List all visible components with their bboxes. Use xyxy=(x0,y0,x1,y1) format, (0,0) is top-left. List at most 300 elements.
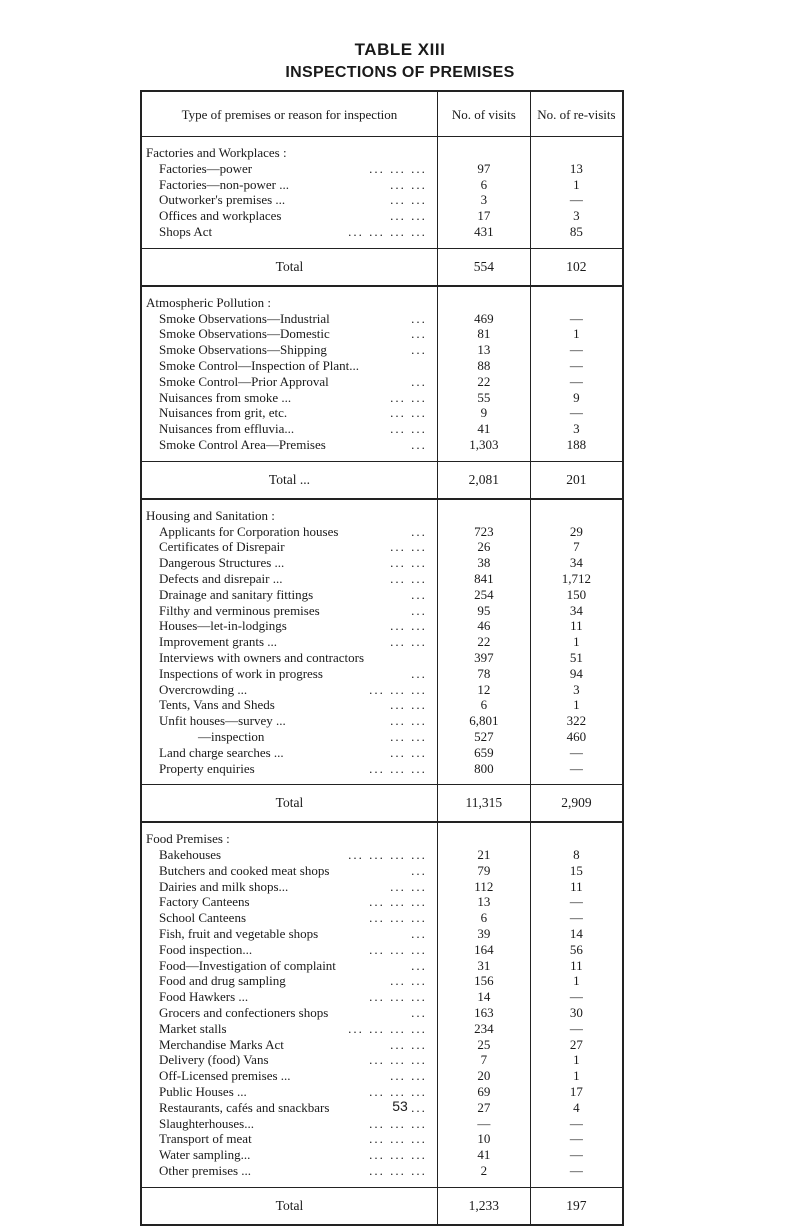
row-leader-dots: ... ... xyxy=(390,618,427,634)
row-leader-dots: ... ... xyxy=(390,389,427,405)
row-leader-dots: ... xyxy=(411,523,427,539)
table-row xyxy=(141,571,623,587)
row-label-cell xyxy=(141,894,437,910)
row-revisits: 9 xyxy=(573,389,580,405)
row-revisits: 150 xyxy=(566,586,587,602)
table-row xyxy=(141,437,623,453)
row-visits: 12 xyxy=(437,682,530,698)
row-label: Restaurants, cafés and snackbars xyxy=(159,1099,330,1115)
row-leader-dots: ... ... ... xyxy=(369,1147,427,1163)
total-visits: 2,081 xyxy=(437,461,530,499)
row-label: Dangerous Structures ... xyxy=(159,555,285,571)
row-label: Market stalls xyxy=(159,1020,227,1036)
row-revisits: 8 xyxy=(573,847,580,863)
row-visits: 79 xyxy=(437,863,530,879)
row-visits: 14 xyxy=(437,989,530,1005)
row-leader-dots: ... ... ... xyxy=(369,1084,427,1100)
row-visits: 254 xyxy=(437,587,530,603)
table-row xyxy=(141,1005,623,1021)
row-visits: 7 xyxy=(437,1052,530,1068)
row-label: Food and drug sampling xyxy=(159,973,286,989)
row-visits: 88 xyxy=(437,358,530,374)
table-row xyxy=(141,326,623,342)
row-visits: 26 xyxy=(437,539,530,555)
row-label-cell xyxy=(141,618,437,634)
row-label-cell xyxy=(141,192,437,208)
row-revisits: 188 xyxy=(566,436,587,452)
row-visits: 156 xyxy=(437,973,530,989)
total-revisits: 201 xyxy=(530,461,623,499)
row-revisits: 7 xyxy=(573,539,580,555)
row-revisits: 1 xyxy=(573,634,580,650)
table-row xyxy=(141,847,623,863)
row-revisits: 29 xyxy=(569,523,583,539)
section-heading: Food Premises : xyxy=(141,822,437,847)
empty-cell xyxy=(530,822,623,847)
row-revisits: — xyxy=(569,1131,583,1147)
row-leader-dots: ... ... xyxy=(390,634,427,650)
row-label-cell xyxy=(141,761,437,777)
row-visits: 78 xyxy=(437,666,530,682)
total-visits: 554 xyxy=(437,248,530,286)
table-row xyxy=(141,894,623,910)
table-row xyxy=(141,1021,623,1037)
row-revisits: 34 xyxy=(569,602,583,618)
table-row xyxy=(141,1052,623,1068)
row-revisits: — xyxy=(569,1147,583,1163)
empty-cell xyxy=(437,240,530,249)
row-visits: 6 xyxy=(437,177,530,193)
row-label-cell xyxy=(141,1163,437,1179)
row-leader-dots: ... xyxy=(411,326,427,342)
row-label: School Canteens xyxy=(159,910,247,926)
row-leader-dots: ... ... ... xyxy=(369,1131,427,1147)
row-revisits: — xyxy=(569,894,583,910)
row-visits: 3 xyxy=(437,192,530,208)
row-label: Defects and disrepair ... xyxy=(159,570,283,586)
row-label: Smoke Control—Inspection of Plant... xyxy=(159,357,360,373)
row-label-cell xyxy=(141,682,437,698)
row-label: Smoke Observations—Industrial xyxy=(159,310,330,326)
row-visits: 41 xyxy=(437,421,530,437)
row-visits: 234 xyxy=(437,1021,530,1037)
row-label: Interviews with owners and contractors xyxy=(159,649,365,665)
row-label: Transport of meat xyxy=(159,1131,252,1147)
table-row xyxy=(141,1163,623,1179)
row-revisits: — xyxy=(569,1020,583,1036)
row-revisits: — xyxy=(569,989,583,1005)
row-label-cell xyxy=(141,555,437,571)
row-visits: 469 xyxy=(437,311,530,327)
section-heading: Atmospheric Pollution : xyxy=(141,286,437,311)
table-row xyxy=(141,697,623,713)
table-row xyxy=(141,973,623,989)
row-visits: 2 xyxy=(437,1163,530,1179)
row-label-cell xyxy=(141,1052,437,1068)
row-visits: 69 xyxy=(437,1084,530,1100)
row-revisits: 30 xyxy=(569,1005,583,1021)
table-row xyxy=(141,390,623,406)
row-leader-dots: ... ... xyxy=(390,405,427,421)
row-label-cell xyxy=(141,666,437,682)
row-label: Public Houses ... xyxy=(159,1084,247,1100)
table-row xyxy=(141,650,623,666)
row-leader-dots: ... ... xyxy=(390,728,427,744)
spacer-row xyxy=(141,776,623,785)
row-leader-dots: ... ... ... ... xyxy=(348,847,427,863)
table-row xyxy=(141,224,623,240)
row-visits: 13 xyxy=(437,894,530,910)
row-visits: 659 xyxy=(437,745,530,761)
row-revisits: — xyxy=(569,744,583,760)
row-label-cell xyxy=(141,358,437,374)
empty-cell xyxy=(141,240,437,249)
table-row xyxy=(141,745,623,761)
row-revisits: 1 xyxy=(573,1052,580,1068)
table-row xyxy=(141,761,623,777)
row-visits: 841 xyxy=(437,571,530,587)
total-visits: 1,233 xyxy=(437,1187,530,1225)
empty-cell xyxy=(530,240,623,249)
row-label: Smoke Control—Prior Approval xyxy=(159,373,329,389)
row-label-cell xyxy=(141,224,437,240)
row-label: Nuisances from grit, etc. xyxy=(159,405,288,421)
table-row xyxy=(141,524,623,540)
row-leader-dots: ... ... ... ... xyxy=(348,1020,427,1036)
row-visits: 22 xyxy=(437,634,530,650)
row-label-cell xyxy=(141,342,437,358)
table-row xyxy=(141,666,623,682)
row-leader-dots: ... xyxy=(411,373,427,389)
section-heading-row xyxy=(141,822,623,847)
row-leader-dots: ... ... xyxy=(390,555,427,571)
empty-cell xyxy=(437,1179,530,1188)
row-label: Water sampling... xyxy=(159,1147,251,1163)
row-label: Inspections of work in progress xyxy=(159,665,323,681)
row-label: Grocers and confectioners shops xyxy=(159,1005,329,1021)
row-revisits: 1 xyxy=(573,697,580,713)
row-visits: 17 xyxy=(437,208,530,224)
total-revisits: 197 xyxy=(530,1187,623,1225)
header-visits: No. of visits xyxy=(437,91,530,137)
row-revisits: 15 xyxy=(569,862,583,878)
row-label: —inspection xyxy=(159,728,265,744)
table-row xyxy=(141,910,623,926)
table-row xyxy=(141,208,623,224)
section-heading-row xyxy=(141,137,623,161)
row-label-cell xyxy=(141,326,437,342)
row-revisits: 94 xyxy=(569,665,583,681)
row-label: Unfit houses—survey ... xyxy=(159,713,286,729)
row-label-cell xyxy=(141,571,437,587)
total-label: Total xyxy=(141,248,437,286)
empty-cell xyxy=(141,776,437,785)
row-leader-dots: ... ... ... xyxy=(369,1115,427,1131)
empty-cell xyxy=(530,453,623,462)
row-leader-dots: ... ... xyxy=(390,713,427,729)
row-revisits: — xyxy=(569,357,583,373)
table-row xyxy=(141,634,623,650)
row-label-cell xyxy=(141,1131,437,1147)
table-row xyxy=(141,926,623,942)
total-visits: 11,315 xyxy=(437,785,530,823)
row-visits: 31 xyxy=(437,958,530,974)
row-label-cell xyxy=(141,587,437,603)
row-label-cell xyxy=(141,1068,437,1084)
row-label: Food—Investigation of complaint xyxy=(159,957,336,973)
row-revisits: 13 xyxy=(569,160,583,176)
spacer-row xyxy=(141,453,623,462)
empty-cell xyxy=(437,499,530,524)
total-label: Total xyxy=(141,1187,437,1225)
row-label: Other premises ... xyxy=(159,1163,252,1179)
row-visits: 164 xyxy=(437,942,530,958)
row-revisits: — xyxy=(569,910,583,926)
header-revisits: No. of re-visits xyxy=(530,91,623,137)
row-revisits: 17 xyxy=(569,1084,583,1100)
row-revisits: 1 xyxy=(573,176,580,192)
row-visits: 55 xyxy=(437,390,530,406)
row-label: Smoke Control Area—Premises xyxy=(159,436,326,452)
row-leader-dots: ... xyxy=(411,1005,427,1021)
row-leader-dots: ... xyxy=(411,436,427,452)
row-label-cell xyxy=(141,437,437,453)
empty-cell xyxy=(437,776,530,785)
row-label-cell xyxy=(141,1005,437,1021)
row-visits: 25 xyxy=(437,1037,530,1053)
row-visits: 112 xyxy=(437,879,530,895)
row-label-cell xyxy=(141,1021,437,1037)
table-row xyxy=(141,942,623,958)
table-row xyxy=(141,192,623,208)
table-row xyxy=(141,587,623,603)
row-label: Certificates of Disrepair xyxy=(159,539,285,555)
row-leader-dots: ... ... xyxy=(390,744,427,760)
row-revisits: 1 xyxy=(573,973,580,989)
table-row xyxy=(141,1147,623,1163)
row-label: Smoke Observations—Domestic xyxy=(159,326,330,342)
row-leader-dots: ... ... ... xyxy=(369,910,427,926)
empty-cell xyxy=(141,453,437,462)
row-visits: 800 xyxy=(437,761,530,777)
row-label-cell xyxy=(141,374,437,390)
row-visits: 97 xyxy=(437,161,530,177)
table-body xyxy=(141,137,623,1225)
table-row xyxy=(141,161,623,177)
row-revisits: 51 xyxy=(569,649,583,665)
row-label: Factory Canteens xyxy=(159,894,250,910)
row-leader-dots: ... xyxy=(411,1099,427,1115)
row-label-cell xyxy=(141,879,437,895)
row-revisits: 4 xyxy=(573,1099,580,1115)
row-label: Nuisances from effluvia... xyxy=(159,421,295,437)
row-visits: 431 xyxy=(437,224,530,240)
row-label-cell xyxy=(141,539,437,555)
row-leader-dots: ... xyxy=(411,602,427,618)
row-label-cell xyxy=(141,161,437,177)
total-revisits: 102 xyxy=(530,248,623,286)
row-leader-dots: ... ... ... xyxy=(369,760,427,776)
spacer-row xyxy=(141,1179,623,1188)
row-label: Filthy and verminous premises xyxy=(159,602,320,618)
row-visits: 723 xyxy=(437,524,530,540)
row-label: Nuisances from smoke ... xyxy=(159,389,292,405)
table-row xyxy=(141,555,623,571)
row-leader-dots: ... ... ... ... xyxy=(348,223,427,239)
row-leader-dots: ... ... xyxy=(390,1036,427,1052)
row-revisits: 460 xyxy=(566,728,587,744)
row-leader-dots: ... ... ... xyxy=(369,941,427,957)
row-revisits: — xyxy=(569,1163,583,1179)
table-row xyxy=(141,603,623,619)
table-row xyxy=(141,1116,623,1132)
row-label: Slaughterhouses... xyxy=(159,1115,254,1131)
row-leader-dots: ... ... xyxy=(390,570,427,586)
row-leader-dots: ... ... xyxy=(390,1068,427,1084)
row-label: Overcrowding ... xyxy=(159,681,248,697)
row-visits: 527 xyxy=(437,729,530,745)
row-label: Tents, Vans and Sheds xyxy=(159,697,275,713)
table-row xyxy=(141,989,623,1005)
table-row xyxy=(141,713,623,729)
empty-cell xyxy=(530,499,623,524)
row-leader-dots: ... xyxy=(411,862,427,878)
row-label-cell xyxy=(141,311,437,327)
row-visits: 20 xyxy=(437,1068,530,1084)
row-leader-dots: ... ... xyxy=(390,973,427,989)
row-label-cell xyxy=(141,1116,437,1132)
row-revisits: 1,712 xyxy=(561,570,591,586)
row-label: Delivery (food) Vans xyxy=(159,1052,269,1068)
row-revisits: 11 xyxy=(570,618,583,634)
table-row xyxy=(141,539,623,555)
row-label-cell xyxy=(141,1147,437,1163)
row-revisits: 56 xyxy=(569,941,583,957)
row-visits: 22 xyxy=(437,374,530,390)
table-row xyxy=(141,311,623,327)
table-row xyxy=(141,682,623,698)
row-label-cell xyxy=(141,863,437,879)
total-row xyxy=(141,461,623,499)
table-subtitle: INSPECTIONS OF PREMISES xyxy=(285,64,515,81)
row-label: Smoke Observations—Shipping xyxy=(159,342,327,358)
row-revisits: — xyxy=(569,192,583,208)
row-label: Offices and workplaces xyxy=(159,208,282,224)
row-label-cell xyxy=(141,603,437,619)
row-label-cell xyxy=(141,713,437,729)
table-title: TABLE XIII xyxy=(354,40,446,59)
section-heading: Housing and Sanitation : xyxy=(141,499,437,524)
row-label: Outworker's premises ... xyxy=(159,192,286,208)
row-label: Dairies and milk shops... xyxy=(159,878,289,894)
table-row xyxy=(141,729,623,745)
row-label-cell xyxy=(141,926,437,942)
row-revisits: 11 xyxy=(570,878,583,894)
row-label: Drainage and sanitary fittings xyxy=(159,586,314,602)
table-row xyxy=(141,421,623,437)
row-revisits: — xyxy=(569,373,583,389)
row-label-cell xyxy=(141,989,437,1005)
row-label-cell xyxy=(141,910,437,926)
row-label-cell xyxy=(141,745,437,761)
row-label-cell xyxy=(141,421,437,437)
row-label-cell xyxy=(141,405,437,421)
section-heading-row xyxy=(141,286,623,311)
row-visits: 95 xyxy=(437,603,530,619)
row-leader-dots: ... ... ... xyxy=(369,894,427,910)
row-leader-dots: ... ... xyxy=(390,208,427,224)
page-number: 53 xyxy=(392,1098,408,1114)
row-visits: 41 xyxy=(437,1147,530,1163)
row-revisits: 27 xyxy=(569,1036,583,1052)
row-revisits: 3 xyxy=(573,208,580,224)
row-label-cell xyxy=(141,847,437,863)
section-heading-row xyxy=(141,499,623,524)
row-visits: 6,801 xyxy=(437,713,530,729)
row-revisits: — xyxy=(569,310,583,326)
row-label-cell xyxy=(141,958,437,974)
row-leader-dots: ... xyxy=(411,586,427,602)
row-label-cell xyxy=(141,942,437,958)
empty-cell xyxy=(530,286,623,311)
table-row xyxy=(141,618,623,634)
empty-cell xyxy=(141,1179,437,1188)
section-heading: Factories and Workplaces : xyxy=(141,137,437,161)
row-leader-dots: ... ... ... xyxy=(369,989,427,1005)
table-row xyxy=(141,958,623,974)
empty-cell xyxy=(530,1179,623,1188)
row-label: Food Hawkers ... xyxy=(159,989,249,1005)
row-label: Fish, fruit and vegetable shops xyxy=(159,926,319,942)
row-visits: 397 xyxy=(437,650,530,666)
row-visits: 163 xyxy=(437,1005,530,1021)
row-visits: 46 xyxy=(437,618,530,634)
row-leader-dots: ... ... xyxy=(390,421,427,437)
empty-cell xyxy=(530,776,623,785)
row-leader-dots: ... xyxy=(411,926,427,942)
row-leader-dots: ... xyxy=(411,342,427,358)
row-visits: 21 xyxy=(437,847,530,863)
row-label-cell xyxy=(141,973,437,989)
row-leader-dots: ... xyxy=(411,957,427,973)
spacer-row xyxy=(141,240,623,249)
row-label: Food inspection... xyxy=(159,941,253,957)
row-revisits: — xyxy=(569,342,583,358)
row-leader-dots: ... ... ... xyxy=(369,1163,427,1179)
row-revisits: — xyxy=(569,1115,583,1131)
row-leader-dots: ... xyxy=(411,665,427,681)
table-row xyxy=(141,342,623,358)
row-revisits: 14 xyxy=(569,926,583,942)
row-label-cell xyxy=(141,697,437,713)
row-label: Applicants for Corporation houses xyxy=(159,523,339,539)
row-visits: 1,303 xyxy=(437,437,530,453)
row-label-cell xyxy=(141,208,437,224)
total-label: Total xyxy=(141,785,437,823)
row-label: Property enquiries xyxy=(159,760,255,776)
row-label: Factories—non-power ... xyxy=(159,176,289,192)
row-leader-dots: ... ... xyxy=(390,697,427,713)
row-revisits: 3 xyxy=(573,421,580,437)
empty-cell xyxy=(437,822,530,847)
row-leader-dots: ... ... ... xyxy=(369,681,427,697)
total-row xyxy=(141,248,623,286)
inspections-table xyxy=(140,90,624,1226)
row-revisits: 322 xyxy=(566,713,587,729)
row-revisits: 34 xyxy=(569,555,583,571)
row-label: Factories—power xyxy=(159,160,253,176)
row-leader-dots: ... ... ... xyxy=(369,160,427,176)
